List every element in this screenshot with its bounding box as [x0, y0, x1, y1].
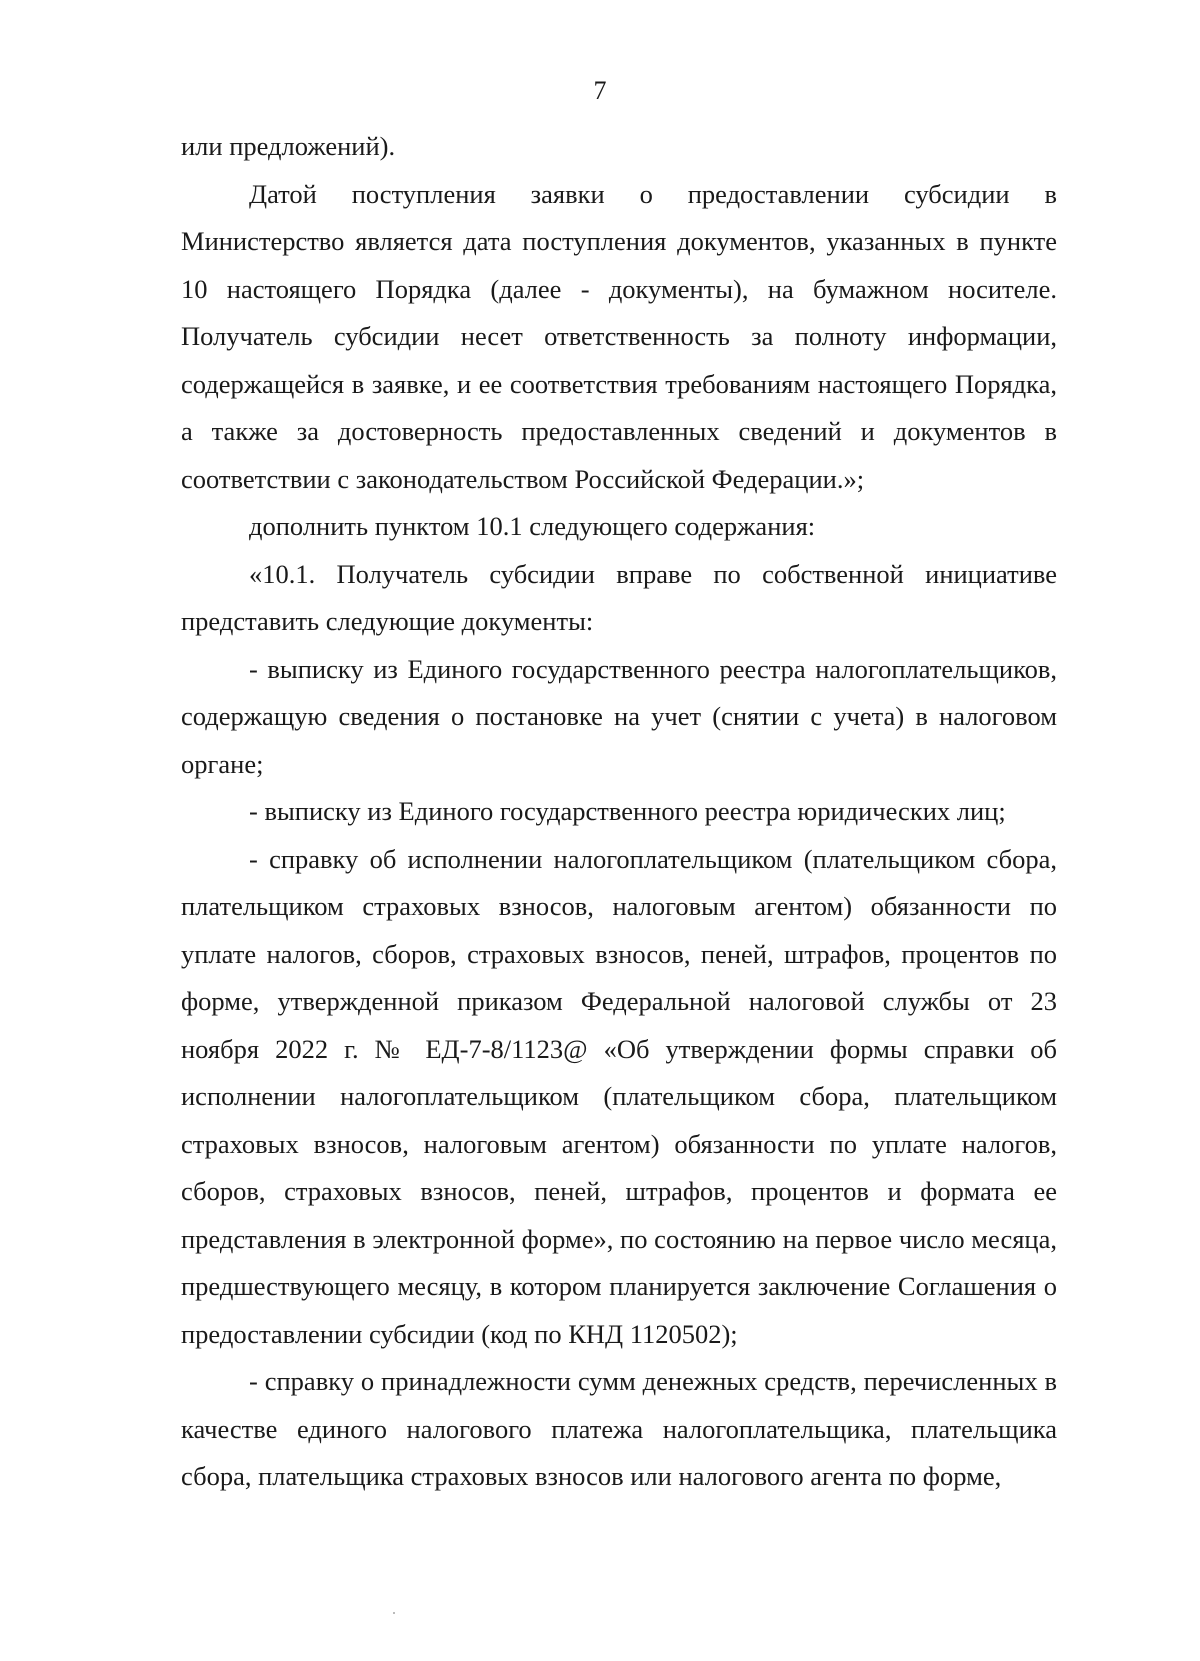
page-number: 7: [593, 76, 607, 105]
paragraph-continuation: или предложений).: [181, 131, 396, 161]
document-body: [181, 123, 1057, 1501]
list-item-tax-obligations-certificate: - справку об исполнении налогоплательщиком (плательщиком сбора, плательщиком страховых взносов, налоговым агентом) обязанности по уплате налогов, сборов, страховых взносов, пеней, штрафов, процентов по форме, утвержденной приказом Федеральной налоговой службы от 23 ноября 2022 г. № ЕД-7-8/1123@ «Об утверждении формы справки об исполнении налогоплательщиком (плательщиком сбора, плательщиком страховых взносов, налоговым агентом) обязанности по уплате налогов, сборов, страховых взносов, пеней, штрафов, процентов и формата ее представления в электронной форме», по состоянию на первое число месяца, предшествующего месяцу, в котором планируется заключение Соглашения о предоставлении субсидии (код по КНД 1120502);: [181, 843, 1057, 1349]
scan-speck: [393, 1612, 395, 1614]
paragraph-submission-date: Датой поступления заявки о предоставлении субсидии в Министерство является дата поступления документов, указанных в пункте 10 настоящего Порядка (далее - документы), на бумажном носителе. Получатель субсидии несет ответственность за полноту информации, содержащейся в заявке, и ее соответствия требованиям настоящего Порядка, а также за достоверность предоставленных сведений и документов в соответствии с законодательством Российской Федерации.»;: [181, 178, 1057, 494]
list-item-single-tax-payment-certificate: - справку о принадлежности сумм денежных средств, перечисленных в качестве единого налогового платежа налогоплательщика, плательщика сбора, плательщика страховых взносов или налогового агента по форме,: [181, 1366, 1057, 1491]
list-item-legal-entities-extract: - выписку из Единого государственного реестра юридических лиц;: [249, 796, 1006, 826]
paragraph-clause-10-1: «10.1. Получатель субсидии вправе по собственной инициативе представить следующие документы:: [181, 558, 1057, 636]
list-item-tax-register-extract: - выписку из Единого государственного реестра налогоплательщиков, содержащую сведения о постановке на учет (снятии с учета) в налоговом органе;: [181, 653, 1057, 779]
paragraph-amendment-intro: дополнить пунктом 10.1 следующего содержания:: [249, 511, 816, 541]
